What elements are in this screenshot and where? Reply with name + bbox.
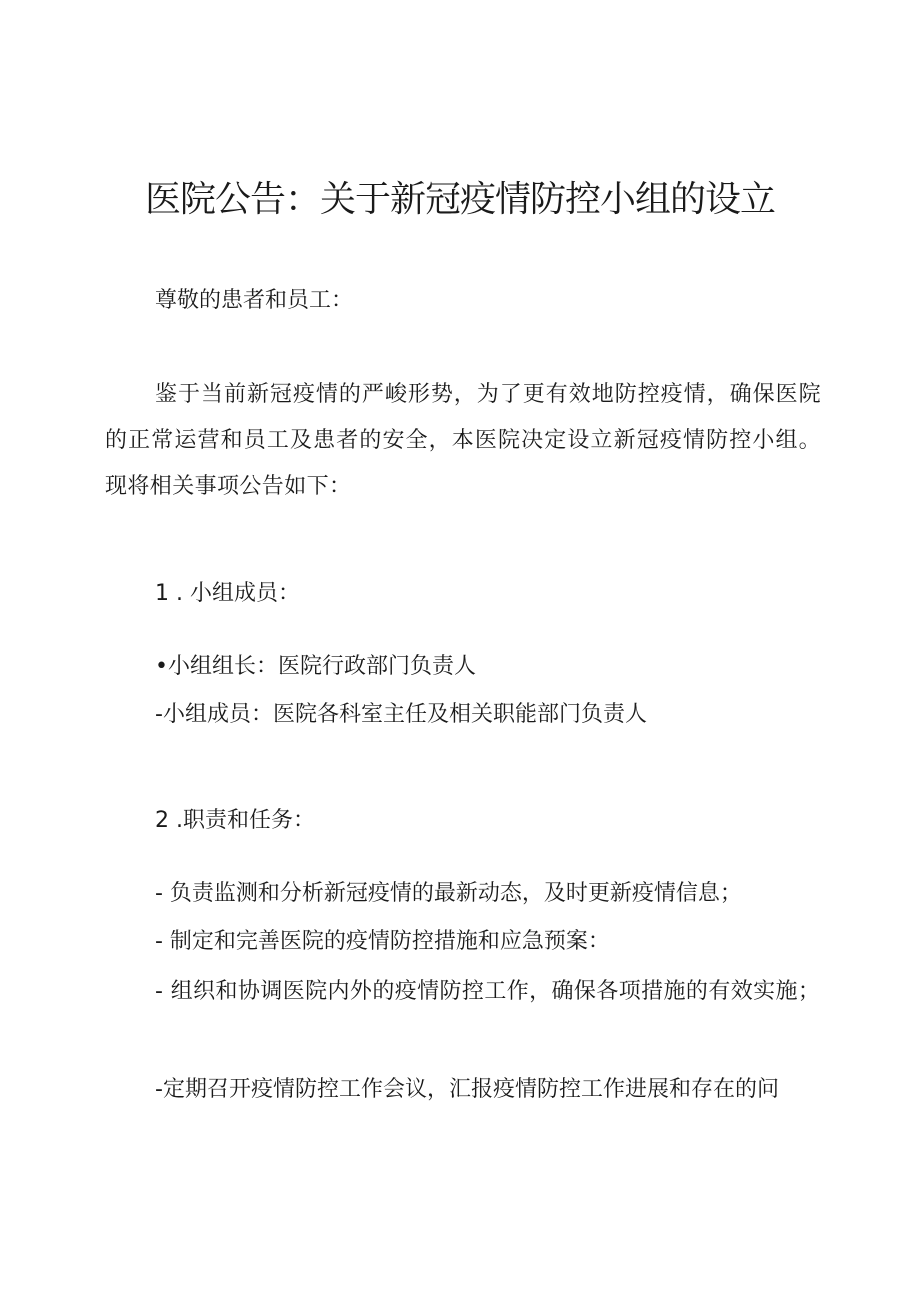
- section-2-item: - 组织和协调医院内外的疫情防控工作，确保各项措施的有效实施；: [155, 979, 821, 1004]
- section-2-item: - 制定和完善医院的疫情防控措施和应急预案：: [155, 929, 610, 954]
- salutation: 尊敬的患者和员工：: [155, 288, 354, 313]
- section-1-item: •小组组长：医院行政部门负责人: [155, 654, 476, 679]
- intro-paragraph: 鉴于当前新冠疫情的严峻形势，为了更有效地防控疫情，确保医院的正常运营和员工及患者的安全，本医院决定设立新冠疫情防控小组。现将相关事项公告如下：: [105, 382, 821, 499]
- document-title: 医院公告：关于新冠疫情防控小组的设立: [144, 179, 775, 220]
- section-2-item: -定期召开疫情防控工作会议，汇报疫情防控工作进展和存在的问: [155, 1077, 779, 1102]
- section-2-item: - 负责监测和分析新冠疫情的最新动态，及时更新疫情信息；: [155, 881, 742, 906]
- section-1-heading: 1 . 小组成员：: [155, 581, 300, 606]
- section-1-item: -小组成员：医院各科室主任及相关职能部门负责人: [155, 702, 647, 727]
- section-2-heading: 2 .职责和任务：: [155, 808, 315, 833]
